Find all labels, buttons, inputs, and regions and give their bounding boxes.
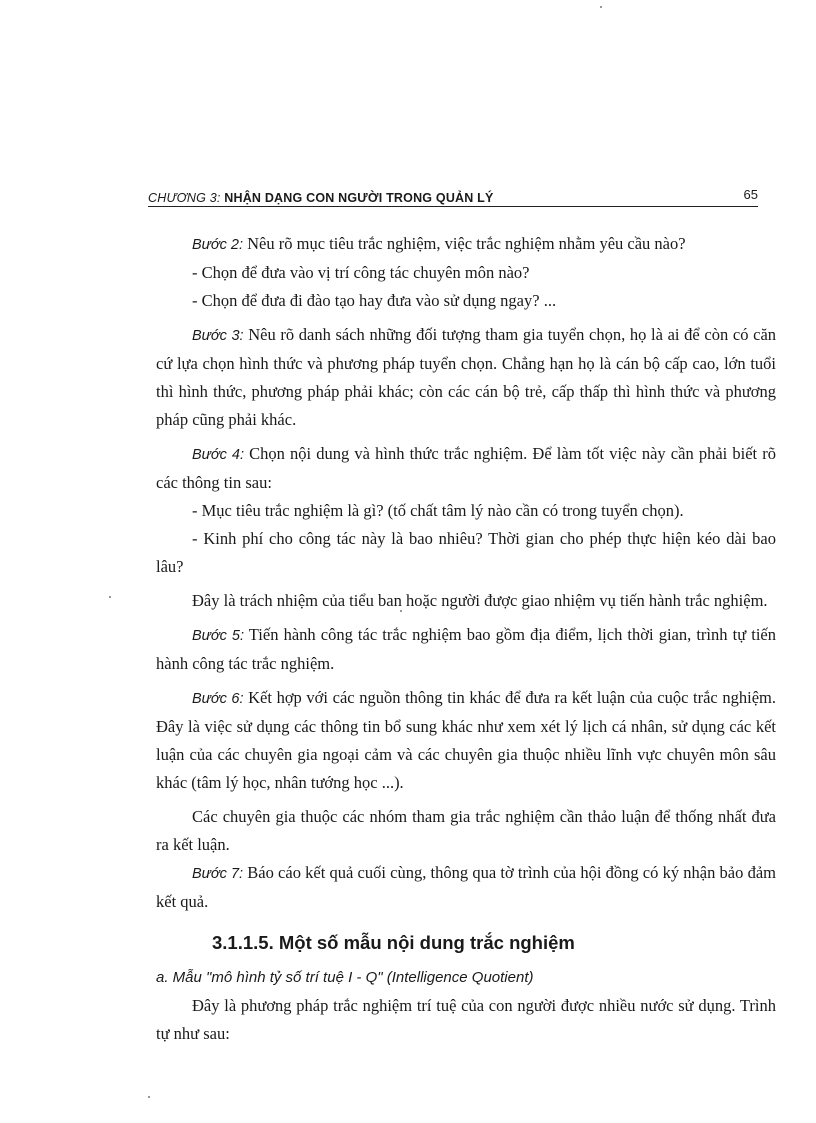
list-item: - Mục tiêu trắc nghiệm là gì? (tố chất tâm lý nào cần có trong tuyển chọn). <box>192 501 684 520</box>
paragraph-step-3: Bước 3: Nêu rõ danh sách những đối tượng tham gia tuyển chọn, họ là ai để còn có căn cứ lựa chọn hình thức và phương pháp tuyển chọn. Chẳng hạn họ là cán bộ cấp cao, lớn tuổi thì hình thức, phương pháp phải khác; còn các cán bộ trẻ, cấp thấp thì hình thức và phương pháp cũng phải khác. <box>156 325 777 429</box>
page-body <box>156 230 776 1048</box>
paragraph-step-2: Bước 2: Nêu rõ mục tiêu trắc nghiệm, việc trắc nghiệm nhằm yêu cầu nào? <box>192 234 686 253</box>
section-intro: Đây là phương pháp trắc nghiệm trí tuệ của con người được nhiều nước sử dụng. Trình tự như sau: <box>156 996 776 1043</box>
paragraph: Các chuyên gia thuộc các nhóm tham gia trắc nghiệm cần thảo luận để thống nhất đưa ra kết luận. <box>156 807 776 854</box>
chapter-title: CHƯƠNG 3: NHẬN DẠNG CON NGƯỜI TRONG QUẢN LÝ <box>148 191 494 205</box>
paragraph-step-5: Bước 5: Tiến hành công tác trắc nghiệm bao gồm địa điểm, lịch thời gian, trình tự tiến hành công tác trắc nghiệm. <box>156 625 776 673</box>
paragraph: Đây là trách nhiệm của tiểu ban hoặc người được giao nhiệm vụ tiến hành trắc nghiệm. <box>192 591 768 610</box>
list-item: - Chọn để đưa đi đào tạo hay đưa vào sử dụng ngay? ... <box>192 291 557 310</box>
subsection-heading: a. Mẫu "mô hình tỷ số trí tuệ I - Q" (Intelligence Quotient) <box>156 969 534 986</box>
list-item: - Chọn để đưa vào vị trí công tác chuyên môn nào? <box>192 263 530 282</box>
list-item: - Kinh phí cho công tác này là bao nhiêu? Thời gian cho phép thực hiện kéo dài bao lâu? <box>156 529 776 576</box>
scan-speck <box>109 596 111 598</box>
paragraph-step-7: Bước 7: Báo cáo kết quả cuối cùng, thông qua tờ trình của hội đồng có ký nhận bảo đảm kết quả. <box>156 863 776 911</box>
scan-speck <box>400 610 402 612</box>
section-heading: 3.1.1.5. Một số mẫu nội dung trắc nghiệm <box>212 932 575 953</box>
paragraph-step-4: Bước 4: Chọn nội dung và hình thức trắc nghiệm. Để làm tốt việc này cần phải biết rõ các thông tin sau: <box>156 444 777 492</box>
page-number: 65 <box>743 187 758 202</box>
scan-speck <box>600 6 602 8</box>
running-header <box>148 180 758 207</box>
paragraph-step-6: Bước 6: Kết hợp với các nguồn thông tin khác để đưa ra kết luận của cuộc trắc nghiệm. Đây là việc sử dụng các thông tin bổ sung khác như xem xét lý lịch cá nhân, sử dụng các kết luận của các chuyên gia ngoại cảm và các chuyên gia thuộc nhiều lĩnh vực chuyên môn sâu khác (tâm lý học, nhân tướng học ...). <box>156 688 776 792</box>
scan-speck <box>148 1096 150 1098</box>
